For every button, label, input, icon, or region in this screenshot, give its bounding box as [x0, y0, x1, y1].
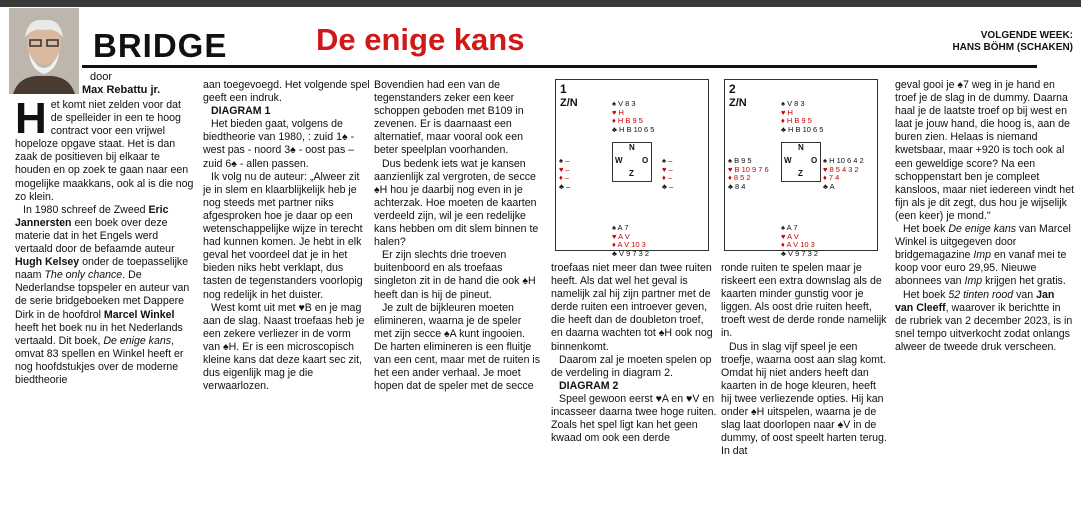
- author-portrait: [9, 8, 79, 94]
- paragraph: Er zijn slechts drie troeven buitenboord en als troefaas singleton zit in de hand die ook ♠H heeft dan is hij de pineut.: [374, 249, 536, 301]
- article-column-4: [551, 262, 717, 501]
- paragraph: troefaas niet meer dan twee ruiten heeft. Als dat wel het geval is namelijk zal hij zijn partner met de derde ruiten een introever geven, die heeft dan de doubleton troef, en daarna wachten tot ♠H ook nog binnenkomt.: [551, 262, 713, 353]
- west-hand: ♠ – ♥ – ♦ – ♣ –: [559, 156, 571, 191]
- section-heading: DIAGRAM 2: [559, 379, 619, 392]
- south-hand: ♠ A 7 ♥ A V ♦ A V 10 3 ♣ V 9 7 3 2: [612, 223, 650, 258]
- north-hand: ♠ V 8 3 ♥ H ♦ H B 9 5 ♣ H B 10 6 5: [612, 99, 655, 134]
- north-hand: ♠ V 8 3 ♥ H ♦ H B 9 5 ♣ H B 10 6 5: [781, 99, 824, 134]
- bridge-diagram-2: [724, 79, 878, 258]
- article-column-5: [721, 262, 887, 501]
- paragraph: Speel gewoon eerst ♥A en ♥V en incasseer daarna twee hoge ruiten. Zoals het spel ligt kan het geen kwaad om ook een derde: [551, 392, 717, 445]
- bridge-diagram-1: [555, 79, 709, 258]
- compass-box: N W O Z: [612, 142, 652, 182]
- paragraph: aan toegevoegd. Het volgende spel geeft een indruk.: [203, 79, 370, 105]
- east-hand: ♠ – ♥ – ♦ – ♣ –: [662, 156, 674, 191]
- paragraph: ronde ruiten te spelen maar je riskeert een extra downslag als de kaarten minder gunstig voor je liggen. Als oost drie ruiten heeft, troeft west de derde ronde namelijk in.: [721, 262, 887, 340]
- paragraph: Dus in slag vijf speel je een troefje, waarna oost aan slag komt. Omdat hij niet anders heeft dan kaarten in de hoge kleuren, heeft hij twee verliezende opties. Hij kan onder ♠H uitspelen, waarna je de slag laat doorlopen naar ♠V in de dummy, of oost speelt harten terug. In dat: [721, 340, 887, 458]
- paragraph: et komt niet zelden voor dat de spelleider in een te hoog contract voor een vrijwel hopeloze opgave staat. Het is dan zaak de positieven bij elkaar te houden en op zoek te gaan naar een mogelijke maakkans, ook al is die nog zo klein.: [15, 99, 194, 203]
- drop-cap: H: [15, 99, 47, 143]
- paragraph: Het boek De enige kans van Marcel Winkel is uitgegeven door bridgemagazine Imp en vanaf mei te koop voor euro 29,95. Nieuwe abonnees van Imp krijgen het gratis.: [895, 223, 1071, 288]
- article-column-1: [15, 99, 195, 501]
- east-hand: ♠ H 10 6 4 2 ♥ 8 5 4 3 2 ♦ 7 4 ♣ A: [823, 156, 864, 191]
- byline-name: Max Rebattu jr.: [82, 84, 161, 96]
- south-hand: ♠ A 7 ♥ A V ♦ A V 10 3 ♣ V 9 7 3 2: [781, 223, 819, 258]
- diagram-number: 2: [729, 82, 736, 96]
- page-title: De enige kans: [316, 22, 525, 57]
- paragraph: In 1980 schreef de Zweed Eric Jannersten een boek over deze materie dat in het Engels werd vertaald door de befaamde auteur Hugh Kelsey onder de toepasselijke naam The only chance. De Nederlandse topspeler en auteur van de serie bridgeboeken met Dappere Dirk in de hoofdrol Marcel Winkel heeft het boek nu in het Nederlands vertaald. Dit boek, De enige kans, omvat 83 spellen en Winkel heeft er nog hoofdstukjes over de moderne biedtheorie: [15, 203, 190, 386]
- paragraph: Bovendien had een van de tegenstanders zeker een keer schoppen geboden met B109 in zevenen. Er is daarnaast een alternatief, maar vooral ook een beter speelplan voorhanden.: [374, 79, 524, 157]
- next-week-author: HANS BÖHM (SCHAKEN): [952, 42, 1073, 53]
- section-heading: DIAGRAM 1: [211, 105, 271, 118]
- paragraph: Ik volg nu de auteur: „Alweer zit je in slem en klaarblijkelijk heb je nog steeds met partner niks afgesproken hoe je daar op een wetenschappelijke wijze in terecht had kunnen komen. Je hebt in elk geval het voordeel dat je in het bieden niks hebt verklapt, dus tasten de tegenstanders voorlopig nog redelijk in het duister.: [203, 170, 363, 301]
- byline-prefix: door: [90, 71, 113, 83]
- paragraph: Het bieden gaat, volgens de biedtheorie van 1980, : zuid 1♠ - west pas - noord 3♠ - oost pas – zuid 6♠ - allen passen.: [203, 118, 355, 170]
- paragraph: Je zult de bijkleuren moeten elimineren, waarna je de speler met zijn secce ♠A kunt ingooien. De harten elimineren is een fluitje van een cent, maar met de ruiten is het een ander verhaal. Je moet hopen dat de speler met de secce: [374, 301, 541, 393]
- diagram-number: 1: [560, 82, 567, 96]
- compass-box: N W O Z: [781, 142, 821, 182]
- column-logo: BRIDGE: [93, 27, 228, 64]
- header-rule: [82, 65, 1037, 68]
- diagram-dealer: Z/N: [560, 97, 578, 109]
- next-week-label: VOLGENDE WEEK:: [980, 30, 1073, 41]
- article-column-2: [203, 79, 370, 501]
- article-column-3: [374, 79, 541, 501]
- article-column-6: [895, 79, 1075, 501]
- paragraph: West komt uit met ♥B en je mag aan de slag. Naast troefaas heb je een zekere verliezer in de vorm van ♠H. Er is een microscopisch kleine kans dat deze kaart sec zit, dus eigenlijk mag je die verwaarlozen.: [203, 301, 365, 393]
- top-rule: [0, 0, 1081, 7]
- byline: [82, 71, 160, 97]
- paragraph: geval gooi je ♠7 weg in je hand en troef je de slag in de dummy. Daarna haal je de laatste troef op bij west en laat je jouw hand, die hoog is, aan de buren zien. Helaas is niemand kwetsbaar, maar +920 is toch ook al een geweldige score? Na een schoppenstart ben je compleet kansloos, maar niet iedereen vindt het fijn als je dit zegt, dus hou je wijselijk (een keer) je mond.": [895, 79, 1075, 222]
- west-hand: ♠ B 9 5 ♥ B 10 9 7 6 ♦ 8 5 2 ♣ 8 4: [728, 156, 769, 191]
- next-week-note: [952, 30, 1073, 54]
- paragraph: Het boek 52 tinten rood van Jan van Cleeff, waarover ik berichtte in de rubriek van 2 december 2023, is in snel tempo uitverkocht zodat onlangs alweer de tweede druk verscheen.: [895, 288, 1073, 353]
- paragraph: Daarom zal je moeten spelen op de verdeling in diagram 2.: [551, 353, 712, 379]
- paragraph: Dus bedenk iets wat je kansen aanzienlijk zal vergroten, de secce ♠H hou je daarbij nog even in je achterzak. Hoe moeten de kaarten verdeeld zijn, wil je een redelijke kans hebben om dit slem binnen te halen?: [374, 157, 539, 249]
- diagram-dealer: Z/N: [729, 97, 747, 109]
